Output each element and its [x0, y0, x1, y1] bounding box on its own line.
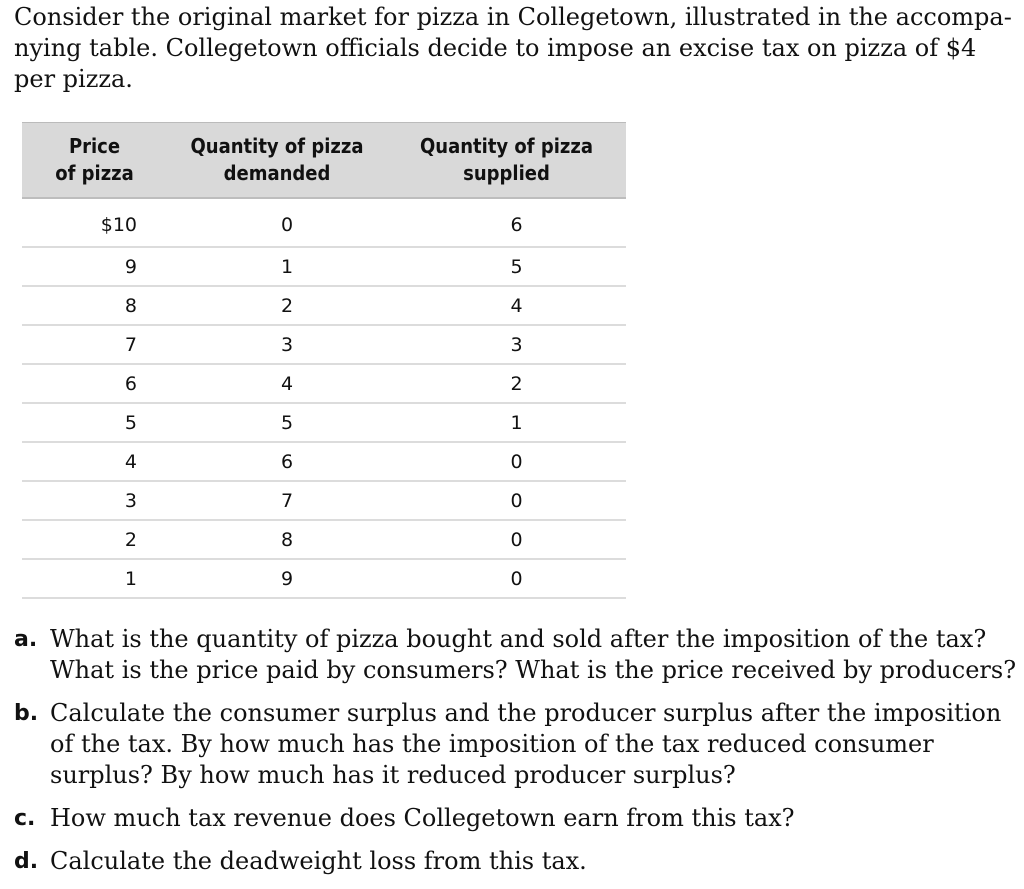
cell-supplied: 6 [510, 213, 523, 236]
question-b [14, 698, 1019, 791]
header-quantity-demanded: Quantity of pizza demanded [190, 134, 364, 185]
table-row [22, 248, 626, 287]
question-text: What is the quantity of pizza bought and sold after the imposition of the tax? What is the price paid by consumers? What is the price received by producers? [50, 625, 1017, 684]
cell-demanded: 1 [280, 255, 294, 278]
header-price: Price of pizza [55, 134, 134, 185]
cell-supplied: 1 [510, 411, 523, 434]
cell-demanded: 2 [280, 294, 294, 317]
question-c [14, 803, 1019, 834]
cell-demanded: 7 [280, 489, 294, 512]
question-d [14, 846, 1019, 877]
pizza-market-table [22, 122, 626, 599]
question-text: Calculate the consumer surplus and the producer surplus after the imposition of the tax. By how much has the imposition of the tax reduced consumer surplus? By how much has it reduced producer surplus? [50, 699, 1002, 789]
cell-supplied: 0 [510, 528, 523, 551]
cell-demanded: 4 [280, 372, 294, 395]
table-row [22, 404, 626, 443]
cell-demanded: 0 [280, 213, 294, 236]
question-list [14, 624, 1019, 889]
cell-price: 1 [124, 567, 137, 590]
table-row [22, 521, 626, 560]
cell-price: $10 [100, 213, 137, 236]
cell-price: 3 [124, 489, 137, 512]
table-row [22, 365, 626, 404]
cell-price: 5 [124, 411, 137, 434]
table-row [22, 443, 626, 482]
cell-price: 9 [124, 255, 137, 278]
question-a [14, 624, 1019, 686]
question-letter: b. [14, 701, 39, 726]
question-letter: a. [14, 627, 38, 652]
question-text: Calculate the deadweight loss from this tax. [50, 847, 587, 875]
question-letter: d. [14, 849, 39, 874]
cell-supplied: 4 [510, 294, 523, 317]
question-text: How much tax revenue does Collegetown earn from this tax? [50, 804, 795, 832]
cell-demanded: 3 [280, 333, 294, 356]
cell-supplied: 0 [510, 450, 523, 473]
cell-price: 7 [124, 333, 137, 356]
cell-demanded: 8 [280, 528, 294, 551]
table-body [22, 199, 626, 599]
cell-supplied: 2 [510, 372, 523, 395]
cell-demanded: 9 [280, 567, 294, 590]
cell-demanded: 6 [280, 450, 294, 473]
cell-price: 2 [124, 528, 137, 551]
intro-paragraph: Consider the original market for pizza in Collegetown, illustrated in the accompa-nying table. Collegetown officials decide to impose an excise tax on pizza of $4 per pizza. [14, 3, 1012, 93]
table-row [22, 199, 626, 248]
cell-supplied: 3 [510, 333, 523, 356]
question-letter: c. [14, 806, 36, 831]
table-row [22, 560, 626, 599]
cell-demanded: 5 [280, 411, 294, 434]
cell-supplied: 5 [510, 255, 523, 278]
cell-price: 4 [124, 450, 137, 473]
cell-price: 6 [124, 372, 137, 395]
table-row [22, 287, 626, 326]
cell-supplied: 0 [510, 567, 523, 590]
table-header [22, 122, 626, 199]
header-quantity-supplied: Quantity of pizza supplied [420, 134, 593, 185]
table-row [22, 482, 626, 521]
table-row [22, 326, 626, 365]
cell-supplied: 0 [510, 489, 523, 512]
cell-price: 8 [124, 294, 137, 317]
